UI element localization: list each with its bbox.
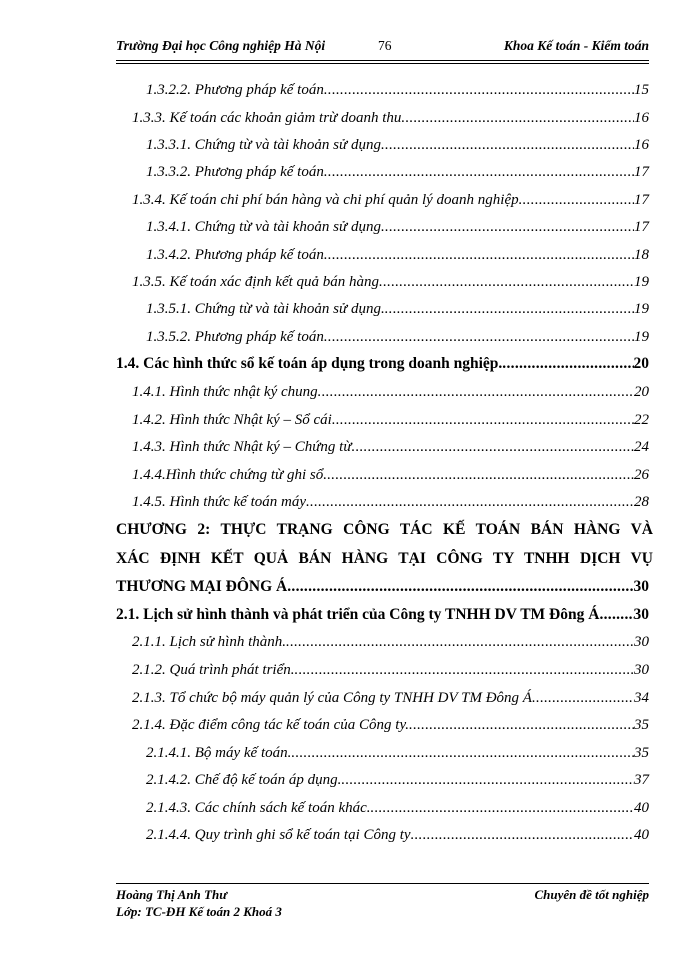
toc-entry[interactable]: 1.4.2. Hình thức Nhật ký – Sổ cái ..... 22 (132, 410, 649, 430)
toc-entry[interactable]: 1.4.4.Hình thức chứng từ ghi sổ ..... 26 (132, 465, 649, 485)
toc-entry[interactable]: 2.1.4.3. Các chính sách kế toán khác. ..... 40 (146, 798, 649, 818)
footer-author: Hoàng Thị Anh Thư (116, 887, 227, 902)
header-page-number: 76 (378, 38, 392, 53)
toc-entry[interactable]: 2.1.3. Tổ chức bộ máy quản lý của Công ty TNHH DV TM Đông Á ..... 34 (132, 688, 649, 708)
toc-entry[interactable]: 2.1.4. Đặc điểm công tác kế toán của Công ty. ..... 35 (132, 715, 649, 735)
footer-title: Chuyên đề tốt nghiệp (534, 887, 649, 902)
toc-entry[interactable]: 1.4.1. Hình thức nhật ký chung ..... 20 (132, 382, 649, 402)
toc-entry-section[interactable]: 1.4. Các hình thức sổ kế toán áp dụng trong doanh nghiệp. ..... 20 (116, 354, 649, 374)
toc-entry[interactable]: 1.3.5. Kế toán xác định kết quả bán hàng ..... 19 (132, 272, 649, 292)
toc-entry[interactable]: 1.3.5.1. Chứng từ và tài khoản sử dụng. ..... 19 (146, 299, 649, 319)
toc-entry[interactable]: 2.1.4.1. Bộ máy kế toán. ..... 35 (146, 743, 649, 763)
toc-entry[interactable]: 1.4.3. Hình thức Nhật ký – Chứng từ ..... 24 (132, 437, 649, 457)
header-department: Khoa Kế toán - Kiểm toán (503, 38, 649, 53)
toc-entry[interactable]: 2.1.1. Lịch sử hình thành. ..... 30 (132, 632, 649, 652)
toc-entry[interactable]: 1.3.3.2. Phương pháp kế toán ..... 17 (146, 162, 649, 182)
toc-entry[interactable]: 1.3.4.2. Phương pháp kế toán ..... 18 (146, 245, 649, 265)
header-school: Trường Đại học Công nghiệp Hà Nội (116, 38, 326, 53)
toc-entry[interactable]: 2.1.4.4. Quy trình ghi sổ kế toán tại Công ty ..... 40 (146, 825, 649, 845)
toc-entry-section[interactable]: 2.1. Lịch sử hình thành và phát triển của Công ty TNHH DV TM Đông Á ..... 30 (116, 605, 649, 625)
chapter-title-line-1[interactable]: CHƯƠNG 2: THỰC TRẠNG CÔNG TÁC KẾ TOÁN BÁN HÀNG VÀ (116, 521, 653, 538)
chapter-title-line-2[interactable]: XÁC ĐỊNH KẾT QUẢ BÁN HÀNG TẠI CÔNG TY TNHH DỊCH VỤ (116, 550, 653, 567)
footer-rule (116, 883, 649, 884)
toc-entry[interactable]: 1.3.4.1. Chứng từ và tài khoản sử dụng ..... 17 (146, 217, 649, 237)
toc-entry[interactable]: 2.1.4.2. Chế độ kế toán áp dụng. ..... 37 (146, 770, 649, 790)
toc-entry[interactable]: 1.3.5.2. Phương pháp kế toán ..... 19 (146, 327, 649, 347)
header-rule-double (116, 63, 649, 64)
chapter-title-line-3[interactable]: THƯƠNG MẠI ĐÔNG Á ..... 30 (116, 577, 649, 597)
toc-entry[interactable]: 1.3.3.1. Chứng từ và tài khoản sử dụng ..... 16 (146, 135, 649, 155)
header-rule (116, 60, 649, 61)
toc-entry[interactable]: 1.3.2.2. Phương pháp kế toán ..... 15 (146, 80, 649, 100)
footer-class: Lớp: TC-ĐH Kế toán 2 Khoá 3 (116, 904, 282, 919)
toc-entry[interactable]: 1.3.4. Kế toán chi phí bán hàng và chi phí quản lý doanh nghiệp ..... 17 (132, 190, 649, 210)
toc-entry[interactable]: 1.4.5. Hình thức kế toán máy ..... 28 (132, 492, 649, 512)
toc-entry[interactable]: 1.3.3. Kế toán các khoản giảm trừ doanh thu ..... 16 (132, 108, 649, 128)
toc-entry[interactable]: 2.1.2. Quá trình phát triển. ..... 30 (132, 660, 649, 680)
page-header (116, 38, 649, 60)
